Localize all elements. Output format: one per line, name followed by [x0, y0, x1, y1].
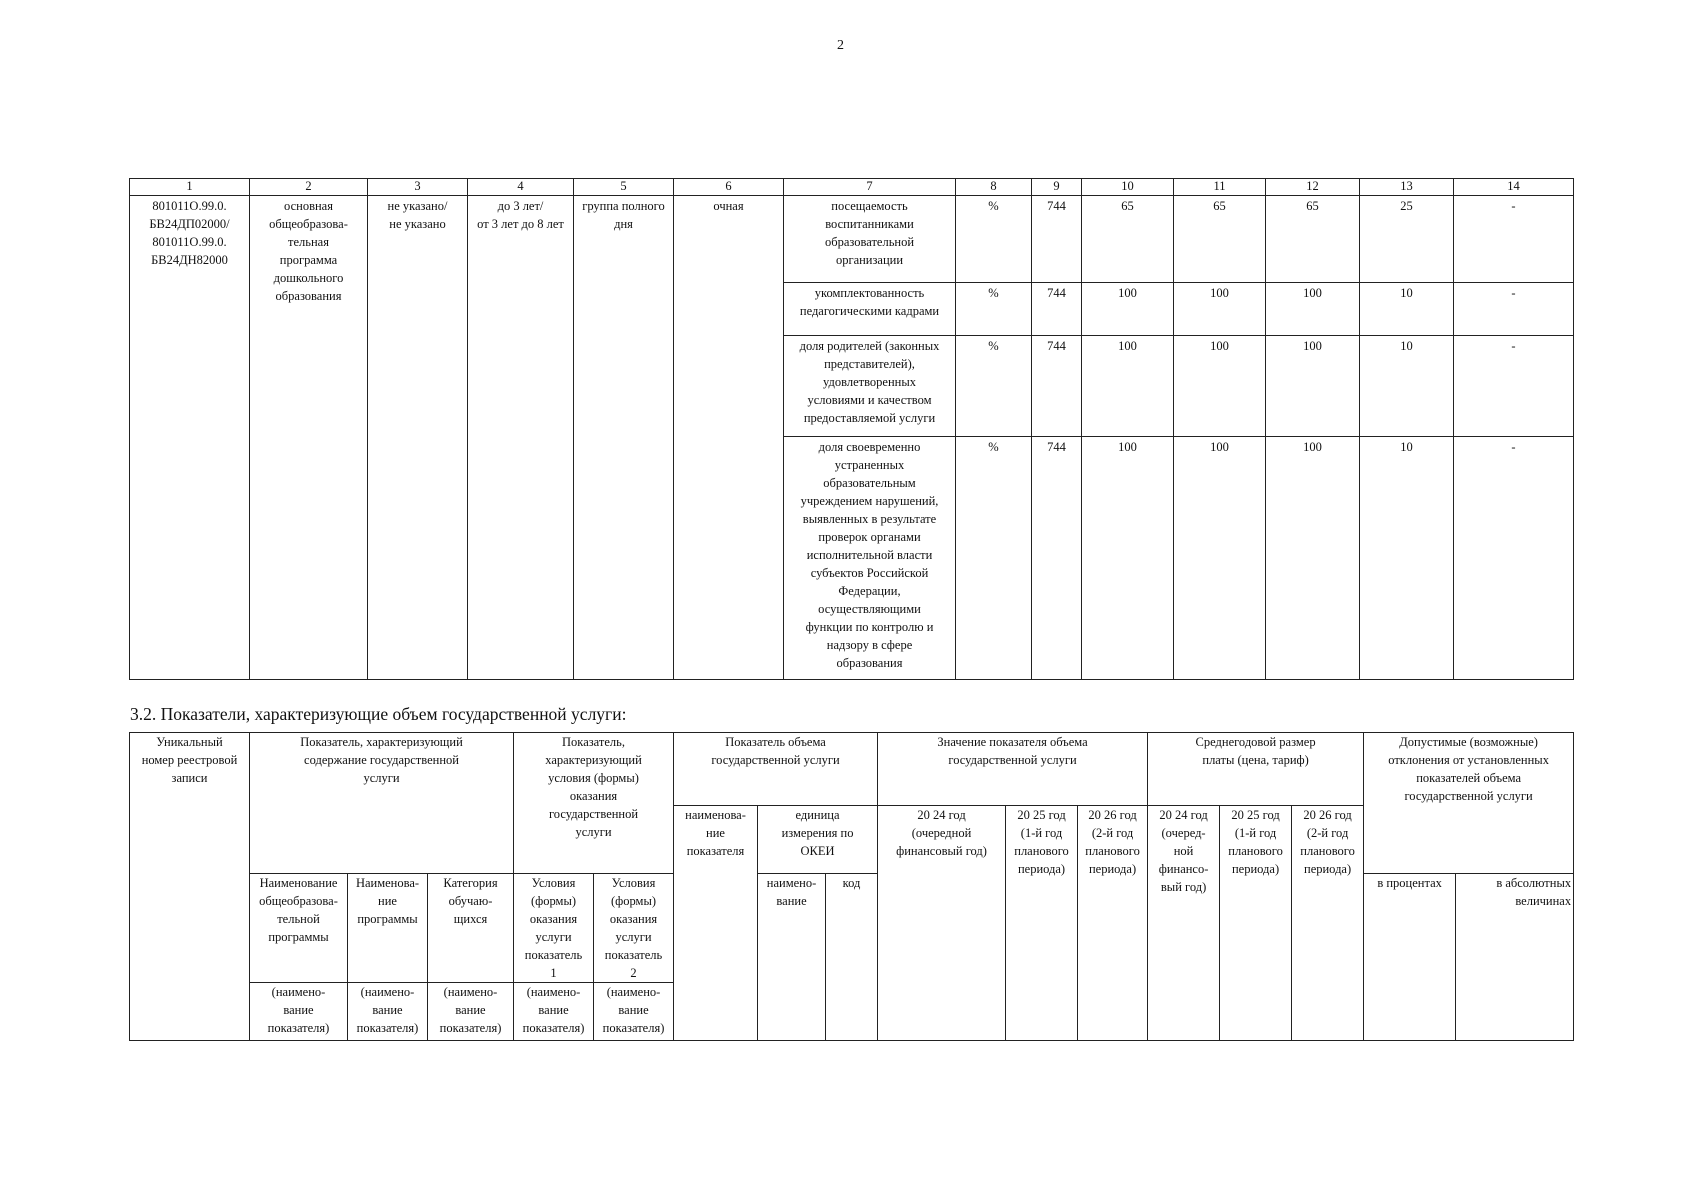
- unit-code: 744: [1032, 336, 1082, 437]
- indicator-name: доля родителей (законных представителей), удовлетворенных условиями и качеством предоставляемой услуги: [784, 336, 956, 437]
- student-age: до 3 лет/ от 3 лет до 8 лет: [468, 196, 574, 680]
- col-num: 14: [1454, 179, 1574, 196]
- header-program-name: Наименование общеобразова- тельной программы: [250, 873, 348, 982]
- header-absolute: в абсолютных величинах: [1456, 873, 1574, 1040]
- header-row: [130, 733, 1574, 806]
- deviation-percent: 10: [1360, 437, 1454, 680]
- header-value-2026: 20 26 год (2-й год планового периода): [1078, 805, 1148, 1040]
- indicator-name: доля своевременно устраненных образовательным учреждением нарушений, выявленных в результате проверок органами исполнительной власти субъектов Российской Федерации, осуществляющими функции по контролю и надзору в сфере образования: [784, 437, 956, 680]
- table-row: [130, 196, 1574, 283]
- unit-name: %: [956, 437, 1032, 680]
- header-deviation: Допустимые (возможные) отклонения от установленных показателей объема государственной услуги: [1364, 733, 1574, 806]
- header-fee: Среднегодовой размер платы (цена, тариф): [1148, 733, 1364, 806]
- param-label: (наимено- вание показателя): [594, 982, 674, 1040]
- deviation-percent: 10: [1360, 336, 1454, 437]
- header-value-2025: 20 25 год (1-й год планового периода): [1006, 805, 1078, 1040]
- param-label: (наимено- вание показателя): [348, 982, 428, 1040]
- col-num: 12: [1266, 179, 1360, 196]
- unit-name: %: [956, 336, 1032, 437]
- header-condition-1: Условия (формы) оказания услуги показатель 1: [514, 873, 594, 982]
- header-fee-2024: 20 24 год (очеред- ной финансо- вый год): [1148, 805, 1220, 1040]
- unit-code: 744: [1032, 437, 1082, 680]
- header-value-2024: 20 24 год (очередной финансовый год): [878, 805, 1006, 1040]
- deviation-absolute: -: [1454, 336, 1574, 437]
- unit-code: 744: [1032, 283, 1082, 336]
- program-name: основная общеобразова- тельная программа дошкольного образования: [250, 196, 368, 680]
- col-num: 3: [368, 179, 468, 196]
- header-unit-code: код: [826, 873, 878, 1040]
- col-num: 1: [130, 179, 250, 196]
- service-form: очная: [674, 196, 784, 680]
- header-fee-2025: 20 25 год (1-й год планового периода): [1220, 805, 1292, 1040]
- unit-name: %: [956, 196, 1032, 283]
- header-program: Наименова- ние программы: [348, 873, 428, 982]
- col-num: 5: [574, 179, 674, 196]
- header-value: Значение показателя объема государственной услуги: [878, 733, 1148, 806]
- col-num: 4: [468, 179, 574, 196]
- col-num: 13: [1360, 179, 1454, 196]
- param-label: (наимено- вание показателя): [428, 982, 514, 1040]
- col-num: 11: [1174, 179, 1266, 196]
- header-fee-2026: 20 26 год (2-й год планового периода): [1292, 805, 1364, 1040]
- param-label: (наимено- вание показателя): [514, 982, 594, 1040]
- program-category: не указано/ не указано: [368, 196, 468, 680]
- unit-code: 744: [1032, 196, 1082, 283]
- group-type: группа полного дня: [574, 196, 674, 680]
- header-content: Показатель, характеризующий содержание государственной услуги: [250, 733, 514, 874]
- col-num: 7: [784, 179, 956, 196]
- value-2026: 100: [1266, 336, 1360, 437]
- value-2024: 65: [1082, 196, 1174, 283]
- header-volume: Показатель объема государственной услуги: [674, 733, 878, 806]
- header-registry: Уникальный номер реестровой записи: [130, 733, 250, 1041]
- page-number: 2: [837, 38, 844, 53]
- deviation-absolute: -: [1454, 196, 1574, 283]
- deviation-percent: 25: [1360, 196, 1454, 283]
- section-title: 3.2. Показатели, характеризующие объем государственной услуги:: [130, 704, 627, 724]
- quality-indicators-table: [129, 178, 1574, 680]
- deviation-percent: 10: [1360, 283, 1454, 336]
- col-num: 10: [1082, 179, 1174, 196]
- header-unit-name: наимено- вание: [758, 873, 826, 1040]
- header-condition-2: Условия (формы) оказания услуги показатель 2: [594, 873, 674, 982]
- indicator-name: укомплектованность педагогическими кадрами: [784, 283, 956, 336]
- column-number-row: [130, 179, 1574, 196]
- header-percent: в процентах: [1364, 873, 1456, 1040]
- col-num: 9: [1032, 179, 1082, 196]
- header-conditions: Показатель, характеризующий условия (формы) оказания государственной услуги: [514, 733, 674, 874]
- deviation-absolute: -: [1454, 283, 1574, 336]
- value-2025: 65: [1174, 196, 1266, 283]
- value-2024: 100: [1082, 437, 1174, 680]
- value-2026: 100: [1266, 283, 1360, 336]
- registry-number: 801011О.99.0. БВ24ДП02000/ 801011О.99.0. БВ24ДН82000: [130, 196, 250, 680]
- col-num: 6: [674, 179, 784, 196]
- col-num: 8: [956, 179, 1032, 196]
- param-label: (наимено- вание показателя): [250, 982, 348, 1040]
- indicator-name: посещаемость воспитанниками образовательной организации: [784, 196, 956, 283]
- value-2026: 100: [1266, 437, 1360, 680]
- header-indicator-name: наименова- ние показателя: [674, 805, 758, 1040]
- col-num: 2: [250, 179, 368, 196]
- value-2025: 100: [1174, 336, 1266, 437]
- deviation-absolute: -: [1454, 437, 1574, 680]
- value-2024: 100: [1082, 283, 1174, 336]
- unit-name: %: [956, 283, 1032, 336]
- value-2026: 65: [1266, 196, 1360, 283]
- volume-indicators-table: [129, 732, 1574, 1041]
- header-category: Категория обучаю- щихся: [428, 873, 514, 982]
- value-2025: 100: [1174, 283, 1266, 336]
- value-2024: 100: [1082, 336, 1174, 437]
- value-2025: 100: [1174, 437, 1266, 680]
- header-unit: единица измерения по ОКЕИ: [758, 805, 878, 873]
